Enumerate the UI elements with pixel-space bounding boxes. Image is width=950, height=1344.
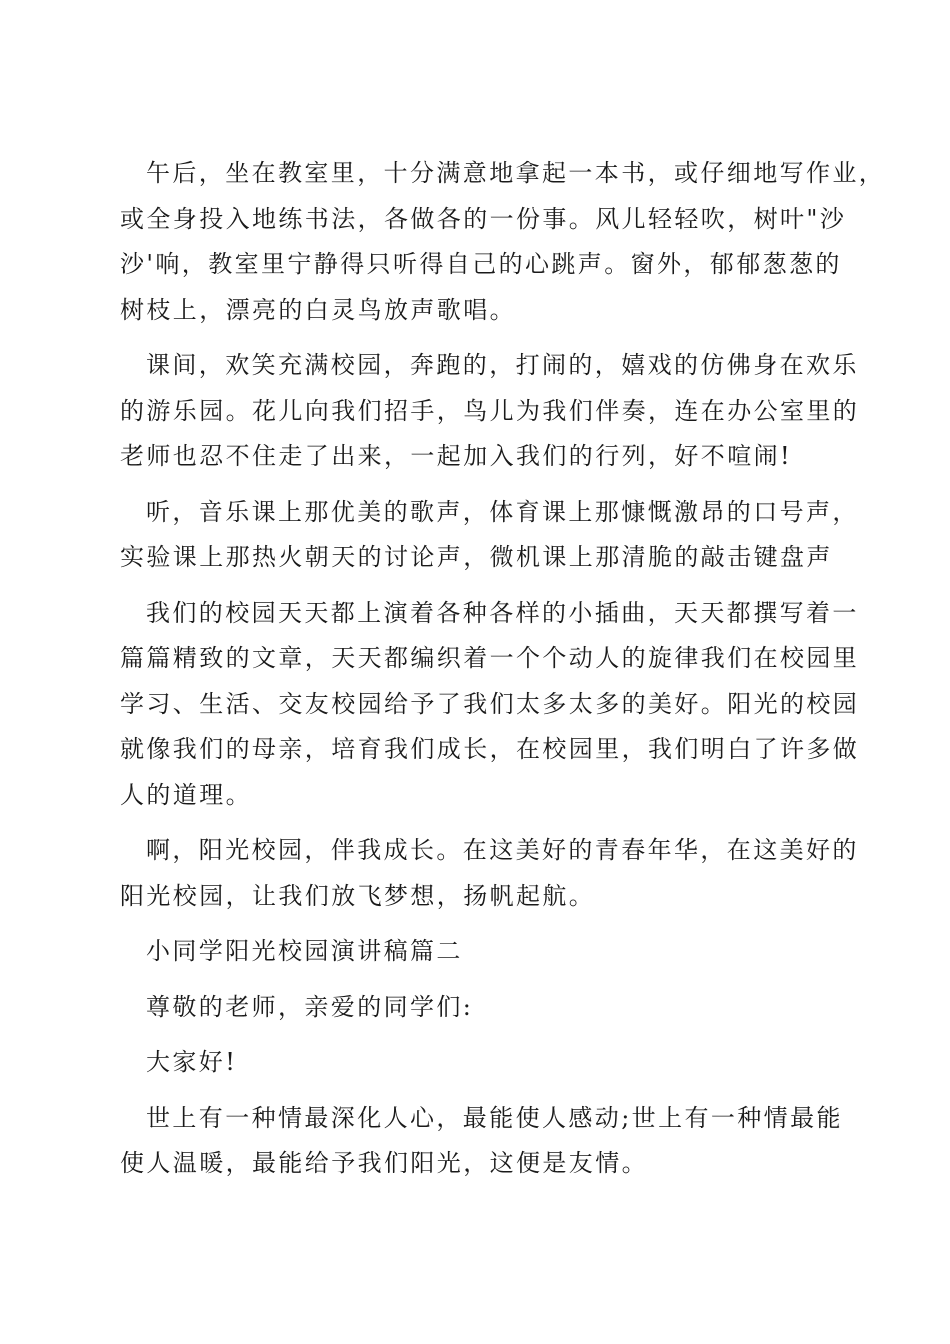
text-line: 啊，阳光校园，伴我成长。在这美好的青春年华，在这美好的 <box>146 836 859 864</box>
section-title <box>120 929 840 975</box>
text-line: 老师也忍不住走了出来，一起加入我们的行列，好不喧闹! <box>120 442 793 470</box>
paragraph-friendship <box>120 1096 843 1187</box>
text-line: 或全身投入地练书法，各做各的一份事。风儿轻轻吹，树叶"沙 <box>120 204 847 233</box>
text-line: 就像我们的母亲，培育我们成长，在校园里，我们明白了许多做 <box>120 735 860 763</box>
greeting <box>120 1040 840 1086</box>
paragraph-recess <box>120 343 860 480</box>
text-line: 大家好! <box>146 1048 238 1076</box>
text-line: 课间，欢笑充满校园，奔跑的，打闹的，嬉戏的仿佛身在欢乐 <box>146 351 859 379</box>
text-line: 我们的校园天天都上演着各种各样的小插曲，天天都撰写着一 <box>146 598 859 627</box>
text-line: 尊敬的老师，亲爱的同学们: <box>146 992 474 1021</box>
document-body <box>120 151 886 1187</box>
text-line: 篇篇精致的文章，天天都编织着一个个动人的旋律我们在校园里 <box>120 644 860 672</box>
text-line: 世上有一种情最深化人心，最能使人感动;世上有一种情最能 <box>146 1103 843 1132</box>
text-line: 的游乐园。花儿向我们招手，鸟儿为我们伴奏，连在办公室里的 <box>120 396 860 425</box>
text-line: 人的道理。 <box>120 780 252 809</box>
text-line: 沙'响，教室里宁静得只听得自己的心跳声。窗外，郁郁葱葱的 <box>120 250 842 278</box>
text-line: 树枝上，漂亮的白灵鸟放声歌唱。 <box>120 295 516 324</box>
text-line: 使人温暖，最能给予我们阳光，这便是友情。 <box>120 1149 648 1177</box>
text-line: 午后，坐在教室里，十分满意地拿起一本书，或仔细地写作业， <box>146 159 886 187</box>
paragraph-listen <box>120 490 859 581</box>
paragraph-afternoon <box>120 151 886 333</box>
paragraph-sunshine <box>120 828 859 919</box>
text-line: 阳光校园，让我们放飞梦想，扬帆起航。 <box>120 881 596 910</box>
text-line: 实验课上那热火朝天的讨论声，微机课上那清脆的敲击键盘声 <box>120 543 833 571</box>
paragraph-campus <box>120 591 860 819</box>
text-line: 学习、生活、交友校园给予了我们太多太多的美好。阳光的校园 <box>120 689 860 718</box>
text-line: 小同学阳光校园演讲稿篇二 <box>146 937 463 965</box>
salutation <box>120 985 840 1031</box>
text-line: 听，音乐课上那优美的歌声，体育课上那慷慨激昂的口号声， <box>146 497 859 526</box>
